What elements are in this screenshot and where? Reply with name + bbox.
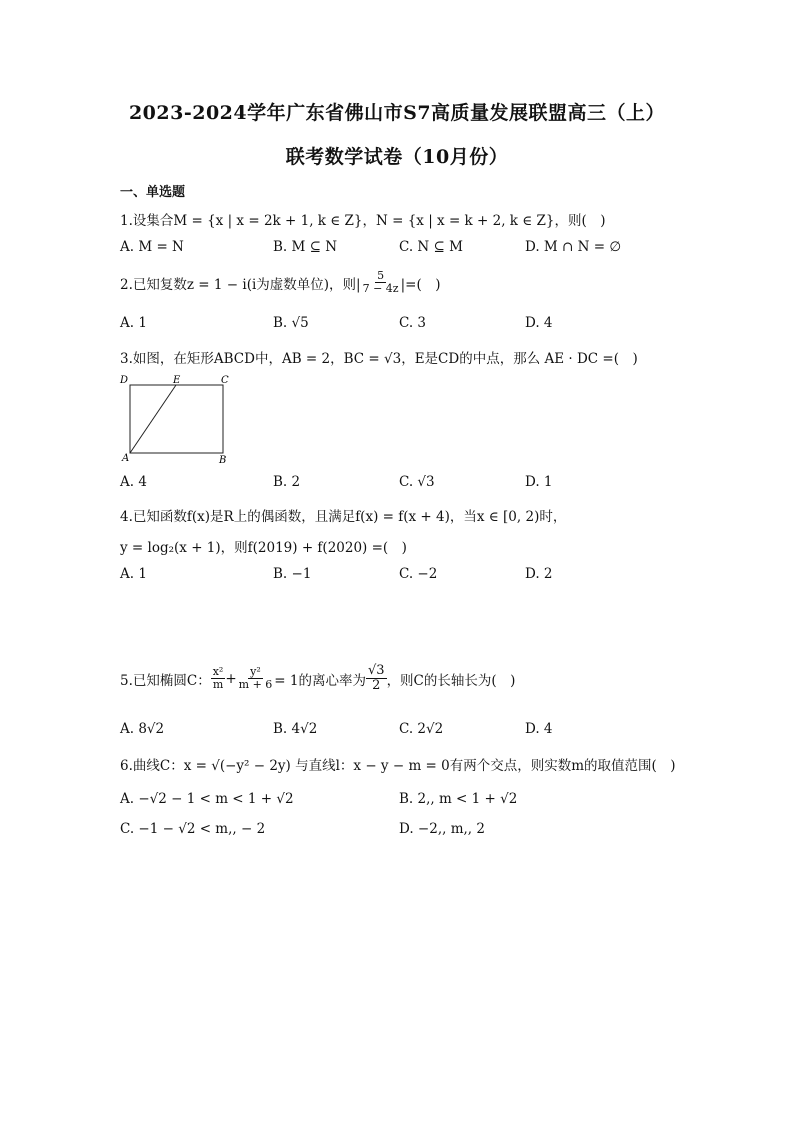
- question-5-fraction-eccentricity-denominator: 2: [372, 678, 381, 694]
- question-6-option-a: A. −√2 − 1 < m < 1 + √2: [120, 791, 294, 807]
- question-5-equals: = 1的离心率为: [274, 672, 366, 689]
- question-5-fraction-y: [237, 666, 275, 691]
- label-c: C: [221, 375, 229, 386]
- question-2-option-d: D. 4: [525, 315, 553, 331]
- section-heading: 一、单选题: [120, 185, 186, 200]
- label-e: E: [173, 375, 181, 386]
- question-3-option-a: A. 4: [120, 474, 147, 490]
- question-6-option-c: C. −1 − √2 < m,, − 2: [120, 821, 266, 837]
- question-6-stem: 6.曲线C：x = √(−y² − 2y) 与直线l：x − y − m = 0有两个交点，则实数m的取值范围( ): [120, 758, 676, 774]
- question-1-option-c: C. N ⊆ M: [399, 239, 463, 255]
- question-2-fraction-numerator: 5: [377, 269, 385, 282]
- question-5-stem-pre: 5.已知椭圆C：: [120, 672, 211, 689]
- question-4-option-d: D. 2: [525, 566, 553, 582]
- rectangle-figure: [118, 373, 234, 467]
- question-5-option-d: D. 4: [525, 721, 553, 737]
- question-4-option-b: B. −1: [273, 566, 312, 582]
- question-5-fraction-x-denominator: m: [212, 678, 224, 692]
- label-d: D: [120, 375, 129, 386]
- question-4-stem-line2: y = log₂(x + 1)，则f(2019) + f(2020) =( ): [120, 540, 407, 556]
- question-2-stem-pre: 2.已知复数z = 1 − i(i为虚数单位)，则|: [120, 276, 361, 293]
- question-2-option-a: A. 1: [120, 315, 147, 331]
- question-2-stem-post: |=( ): [400, 276, 441, 293]
- question-3-option-d: D. 1: [525, 474, 553, 490]
- question-2-option-b: B. √5: [273, 315, 309, 331]
- question-5-fraction-x-numerator: x²: [212, 665, 224, 679]
- question-3-option-b: B. 2: [273, 474, 301, 490]
- question-4-option-c: C. −2: [399, 566, 438, 582]
- paper-title-line1: 2023-2024学年广东省佛山市S7高质量发展联盟高三（上）: [128, 102, 666, 124]
- question-5-plus: +: [225, 670, 237, 687]
- question-2-option-c: C. 3: [399, 315, 427, 331]
- label-a: A: [122, 453, 130, 464]
- question-2-fraction: [361, 270, 401, 295]
- question-6-option-b: B. 2,, m < 1 + √2: [399, 791, 518, 807]
- question-5-fraction-eccentricity: [366, 664, 387, 694]
- question-6-option-d: D. −2,, m,, 2: [399, 821, 485, 837]
- question-4-stem-line1: 4.已知函数f(x)是R上的偶函数，且满足f(x) = f(x + 4)，当x ∈ [0, 2)时，: [120, 509, 567, 525]
- question-2-fraction-denominator: 7 − 4z: [362, 282, 399, 296]
- paper-title-line2: 联考数学试卷（10月份）: [285, 146, 509, 168]
- question-5-fraction-y-denominator: m + 6: [238, 678, 273, 692]
- question-5-fraction-eccentricity-numerator: √3: [368, 663, 385, 678]
- question-3-option-c: C. √3: [399, 474, 435, 490]
- question-5-fraction-x: [211, 666, 226, 691]
- question-5-fraction-y-numerator: y²: [250, 665, 261, 679]
- rectangle-abcd: [130, 385, 223, 453]
- question-3-stem: 3.如图，在矩形ABCD中，AB = 2，BC = √3，E是CD的中点，那么 AE · DC =( ): [120, 351, 638, 367]
- question-4-option-a: A. 1: [120, 566, 147, 582]
- segment-ae: [130, 385, 176, 453]
- question-5-option-c: C. 2√2: [399, 721, 444, 737]
- question-1-option-a: A. M = N: [120, 239, 184, 255]
- question-1-stem: 1.设集合M = {x | x = 2k + 1, k ∈ Z}，N = {x | x = k + 2, k ∈ Z}，则( ): [120, 213, 606, 229]
- question-5-option-a: A. 8√2: [120, 721, 165, 737]
- question-1-option-d: D. M ∩ N = ∅: [525, 239, 622, 255]
- question-5-stem: [120, 664, 515, 694]
- question-5-option-b: B. 4√2: [273, 721, 318, 737]
- question-2-stem: [120, 270, 441, 295]
- label-b: B: [219, 455, 227, 466]
- question-5-stem-post: ，则C的长轴长为( ): [386, 672, 516, 689]
- question-1-option-b: B. M ⊆ N: [273, 239, 338, 255]
